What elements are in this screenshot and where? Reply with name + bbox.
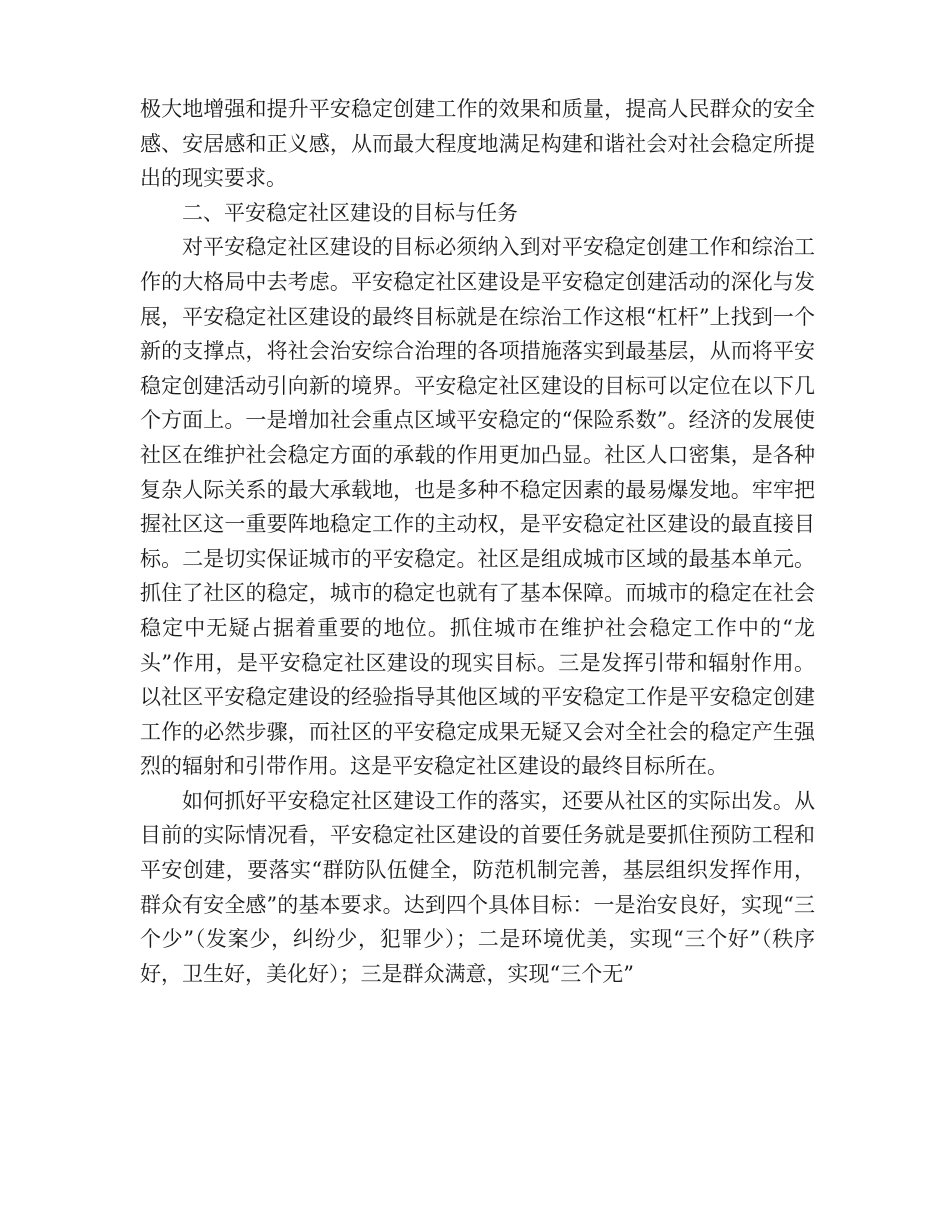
paragraph-continuation: 极大地增强和提升平安稳定创建工作的效果和质量，提高人民群众的安全感、安居感和正义感，从而最大程度地满足构建和谐社会对社会稳定所提出的现实要求。 <box>140 97 815 191</box>
section-heading: 二、平安稳定社区建设的目标与任务 <box>182 200 518 225</box>
paragraph-tasks: 如何抓好平安稳定社区建设工作的落实，还要从社区的实际出发。从目前的实际情况看，平安稳定社区建设的首要任务就是要抓住预防工程和平安创建，要落实“群防队伍健全，防范机制完善，基层组织发挥作用，群众有安全感”的基本要求。达到四个具体目标：一是治安良好，实现“三个少”（发案少，纠纷少，犯罪少）；二是环境优美，实现“三个好”（秩序好，卫生好，美化好）；三是群众满意，实现“三个无” <box>140 788 815 986</box>
paragraph-goals: 对平安稳定社区建设的目标必须纳入到对平安稳定创建工作和综治工作的大格局中去考虑。平安稳定社区建设是平安稳定创建活动的深化与发展，平安稳定社区建设的最终目标就是在综治工作这根“杠杆”上找到一个新的支撑点，将社会治安综合治理的各项措施落实到最基层，从而将平安稳定创建活动引向新的境界。平安稳定社区建设的目标可以定位在以下几个方面上。一是增加社会重点区域平安稳定的“保险系数”。经济的发展使社区在维护社会稳定方面的承载的作用更加凸显。社区人口密集，是各种复杂人际关系的最大承载地，也是多种不稳定因素的最易爆发地。牢牢把握社区这一重要阵地稳定工作的主动权，是平安稳定社区建设的最直接目标。二是切实保证城市的平安稳定。社区是组成城市区域的最基本单元。抓住了社区的稳定，城市的稳定也就有了基本保障。而城市的稳定在社会稳定中无疑占据着重要的地位。抓住城市在维护社会稳定工作中的“龙头”作用，是平安稳定社区建设的现实目标。三是发挥引带和辐射作用。以社区平安稳定建设的经验指导其他区域的平安稳定工作是平安稳定创建工作的必然步骤，而社区的平安稳定成果无疑又会对全社会的稳定产生强烈的辐射和引带作用。这是平安稳定社区建设的最终目标所在。 <box>140 235 815 779</box>
document-body <box>140 92 815 991</box>
